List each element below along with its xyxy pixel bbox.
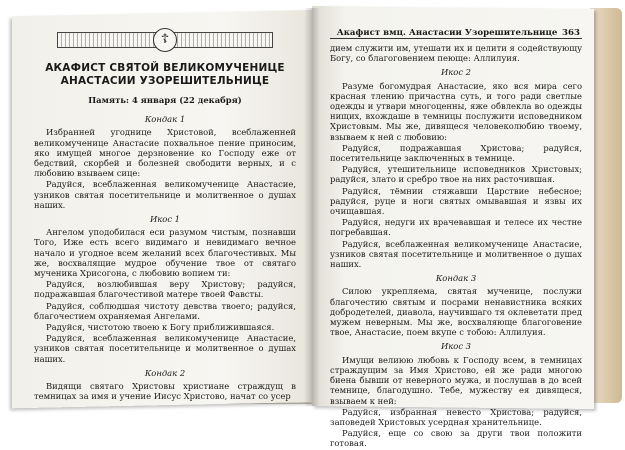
- paragraph: Радуйся, тёмнии стяжавши Царствие небесное; радуйся, руце и ноги святых омывавшая и язвы их очищавшая.: [330, 185, 582, 217]
- section-heading: Икос 3: [440, 341, 472, 352]
- section-heading: Кондак 3: [435, 273, 477, 284]
- memory-date: Память: 4 января (22 декабря): [88, 95, 242, 105]
- paragraph: Радуйся, возлюбившая веру Христову; радуйся, подражавшая благочестивой матере твоей Фавсты.: [34, 279, 296, 300]
- title-line: АНАСТАСИИ УЗОРЕШИТЕЛЬНИЦЕ: [60, 75, 270, 87]
- paragraph: Радуйся, чистотою твоею к Богу приближившаяся.: [46, 322, 275, 333]
- paragraph: дием служити им, утешати их и целити я содействующу Богу, со благоговением пеюще: Аллилуия.: [330, 43, 582, 64]
- book-cover-edge: [590, 8, 622, 403]
- page-number: 363: [562, 27, 580, 38]
- left-page-content: [34, 26, 296, 402]
- paragraph: Радуйся, всеблаженная великомученице Анастасие, узников святая посетительнице и молитвенное о душах наших.: [34, 333, 296, 364]
- paragraph: Видящи святаго Христовы христиане страждущ в темницах за имя и учение Иисус Христово, начат со усер: [34, 381, 296, 402]
- paragraph: Избранней угоднице Христовой, всеблаженней великомученице Анастасие похвальное пение приносим, яко имущей многое дерзновение ко Господу еже от бедствий, скорбей и болезней свободити верных, и с любовию взываем сице:: [34, 127, 296, 179]
- paragraph: Радуйся, всеблаженная великомученице Анастасие, узников святая посетительнице и молитвенное о душах наших.: [330, 238, 582, 270]
- orthodox-cross-icon: ☦: [153, 28, 177, 52]
- paragraph: Силою укрепляема, святая мученице, послужи благочестию святым и посрами ненавистника всяких добродетелей, диавола, научившаго тя оклеветати пред мужем неверным. Мы же, восхваляюще благоговение твое, Анастасие, поем вкупе с тобою: Аллилуия.: [330, 286, 582, 338]
- left-text-blocks: [34, 114, 296, 401]
- header-ornament: [57, 32, 273, 48]
- paragraph: Ангелом уподобилася еси разумом чистым, познавши Того, Иже есть всего видимаго и невидимаго вечное начало и угодное всем желаний всех благочестивых. Мы же, восхвалящие мудрое обучение твое от святаго мученика Хрисогона, с любовию вопием ти:: [34, 227, 296, 279]
- running-header-title: Акафист вмц. Анастасии Узорешительнице: [336, 27, 558, 38]
- paragraph: Радуйся, всеблаженная великомученице Анастасие, узников святая посетительнице и молитвенное о душах наших.: [34, 179, 296, 210]
- section-heading: Кондак 2: [144, 367, 186, 378]
- section-heading: Икос 1: [149, 214, 181, 225]
- right-page-content: [330, 25, 582, 450]
- paragraph: Разуме богомудрая Анастасие, яко вся мира сего красная тлению причастна суть, и того ради светлые одежды и утвари многоценны, яже обвлекла во одежды нищих, вхождаше в темницы послужити исповедником Христовым. Мы же, дивящеся человеколюбию твоему, взываем к ней с любовию:: [330, 80, 582, 142]
- title-line: АКАФИСТ СВЯТОЙ ВЕЛИКОМУЧЕНИЦЕ: [45, 62, 285, 74]
- paragraph: Радуйся, подражавшая Христова; радуйся, посетительнице заключенных в темнице.: [330, 142, 582, 164]
- section-heading: Кондак 1: [144, 114, 186, 125]
- paragraph: Радуйся, избранная невесто Христова; радуйся, заповедей Христовых усердная хранительнице.: [330, 406, 582, 427]
- book-gutter: [304, 8, 320, 406]
- running-header: [330, 25, 582, 39]
- paragraph: Радуйся, соблюдшая чистоту девства твоего; радуйся, благочестием охраняемая Ангелами.: [34, 300, 296, 321]
- paragraph: Радуйся, еще со свою за други твои положити готовая.: [330, 428, 582, 449]
- akathist-title: [34, 62, 296, 88]
- paragraph: Радуйся, недуги их врачевавшая и телесе их честне погребавшая.: [330, 217, 582, 238]
- section-heading: Икос 2: [440, 67, 472, 78]
- paragraph: Радуйся, утешительнице исповедников Христовых; радуйся, злато и сребро твое на них расточившая.: [330, 164, 582, 185]
- paragraph: Имущи велиюю любовь к Господу всем, в темницах страждущим за Имя Христово, ей же ради многою биена бывши от неверного мужа, и послушав в до всей темнице, благодушно. Тебе, мужеству ея дивящеся, взываем к ней:: [330, 354, 582, 406]
- right-text-blocks: [330, 43, 582, 449]
